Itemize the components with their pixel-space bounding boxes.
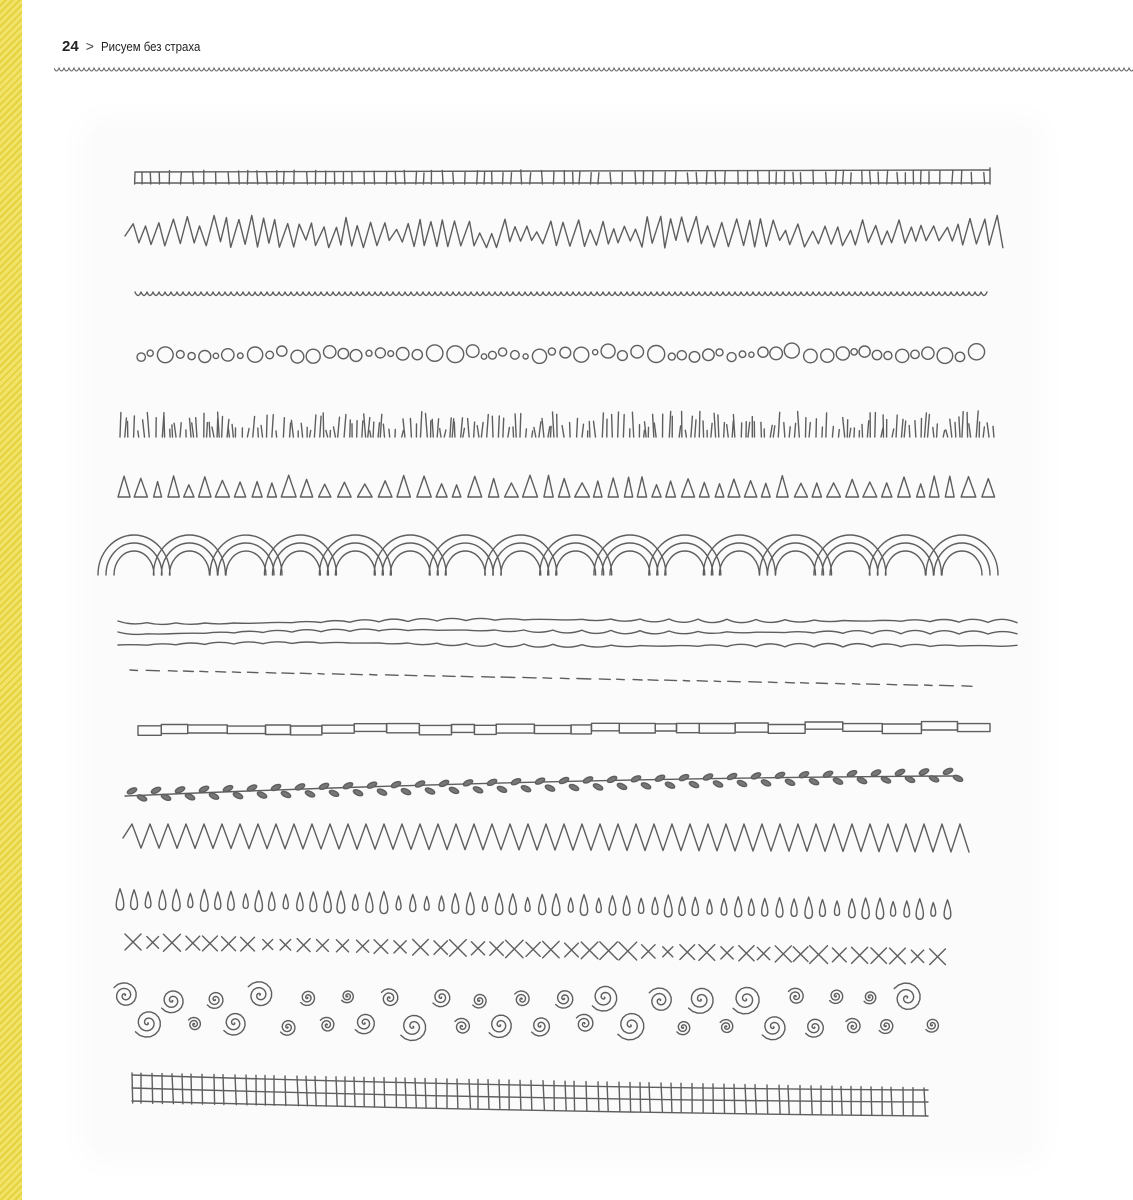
circles-border [137, 343, 985, 363]
dashed-line-border [130, 670, 972, 686]
jagged-zigzag-border [125, 215, 1003, 248]
triangles-border [118, 475, 995, 497]
spirals-border [114, 982, 938, 1041]
grass-strokes-border [120, 411, 994, 437]
leaf-vine-border [125, 767, 964, 802]
rectangle-chain-border [138, 722, 990, 736]
rainbow-arcs-border [98, 535, 998, 575]
zigzag-border [123, 824, 969, 852]
double-wavy-lines-border [118, 618, 1017, 647]
crosses-border [125, 934, 945, 965]
page-number: 24 [62, 37, 79, 55]
small-scallop-border [135, 292, 987, 296]
chevron-right-icon: > [85, 38, 94, 54]
grid-ladder-border [132, 1073, 928, 1116]
teardrops-border [116, 889, 951, 920]
squares-border [135, 168, 990, 184]
section-title: Рисуем без страха [100, 38, 201, 54]
